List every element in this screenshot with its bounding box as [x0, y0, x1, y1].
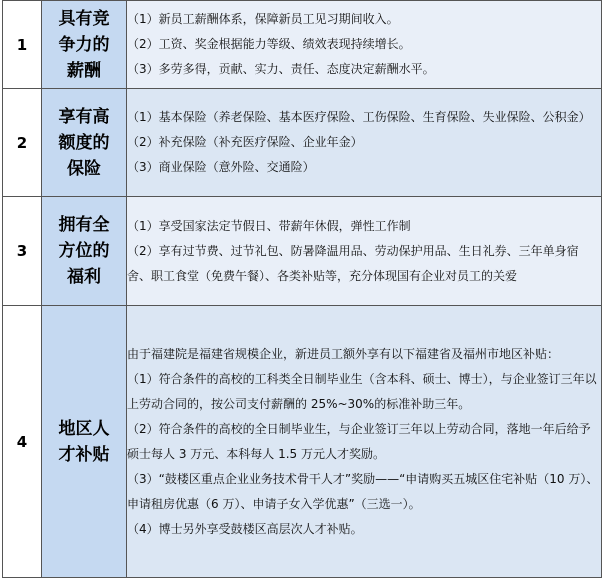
- row-title-line: 拥有全: [58, 215, 110, 235]
- list-item: 由于福建院是福建省规模企业，新进员工额外享有以下福建省及福州市地区补贴：: [127, 346, 560, 361]
- table-row: [3, 89, 602, 197]
- row-title: [42, 1, 127, 89]
- list-item: （2）补充保险（补充医疗保险、企业年金）: [127, 135, 363, 149]
- row-title-line: 额度的: [58, 132, 110, 153]
- row-title-line: 享有高: [58, 106, 110, 127]
- row-title: [42, 197, 127, 306]
- row-title-line: 福利: [67, 267, 101, 287]
- row-number: 1: [3, 1, 42, 89]
- row-title-line: 具有竞: [58, 8, 110, 29]
- row-number: 2: [3, 89, 42, 197]
- table-row: [3, 1, 602, 89]
- row-content: [127, 306, 602, 578]
- list-item: （1）享受国家法定节假日、带薪年休假，弹性工作制: [127, 218, 411, 233]
- row-title-line: 方位的: [58, 241, 110, 261]
- row-title-line: 争力的: [58, 34, 110, 55]
- row-title-line: 才补贴: [58, 444, 110, 465]
- row-title-line: 保险: [67, 158, 101, 179]
- list-item: （3）“鼓楼区重点企业业务技术骨干人才”奖励——“申请购买五城区住宅补贴（10 万）、申请租房优惠（6 万）、申请子女入学优惠”（三选一）。: [127, 471, 599, 511]
- row-title-line: 地区人: [58, 418, 110, 439]
- benefits-table: [2, 0, 602, 578]
- table-row: [3, 197, 602, 306]
- list-item: （1）新员工薪酬体系，保障新员工见习期间收入。: [127, 12, 399, 26]
- list-item: （4）博士另外享受鼓楼区高层次人才补贴。: [127, 521, 363, 536]
- list-item: （3）商业保险（意外险、交通险）: [127, 160, 315, 174]
- row-number: 3: [3, 197, 42, 306]
- row-content: [127, 1, 602, 89]
- table-row: [3, 306, 602, 578]
- list-item: （1）符合条件的高校的工科类全日制毕业生（含本科、硕士、博士），与企业签订三年以上劳动合同的，按公司支付薪酬的 25%~30%的标准补助三年。: [127, 371, 597, 411]
- list-item: （2）符合条件的高校的全日制毕业生，与企业签订三年以上劳动合同，落地一年后给予硕士每人 3 万元、本科每人 1.5 万元人才奖励。: [127, 421, 591, 461]
- list-item: （2）工资、奖金根据能力等级、绩效表现持续增长。: [127, 37, 411, 51]
- row-number: 4: [3, 306, 42, 578]
- list-item: （2）享有过节费、过节礼包、防暑降温用品、劳动保护用品、生日礼券、三年单身宿舍、职工食堂（免费午餐）、各类补贴等，充分体现国有企业对员工的关爱: [127, 243, 579, 283]
- list-item: （1）基本保险（养老保险、基本医疗保险、工伤保险、生育保险、失业保险、公积金）: [127, 110, 591, 124]
- row-title-line: 薪酬: [67, 60, 101, 81]
- row-title: [42, 306, 127, 578]
- row-content: [127, 89, 602, 197]
- row-title: [42, 89, 127, 197]
- row-content: [127, 197, 602, 306]
- list-item: （3）多劳多得，贡献、实力、责任、态度决定薪酬水平。: [127, 62, 435, 76]
